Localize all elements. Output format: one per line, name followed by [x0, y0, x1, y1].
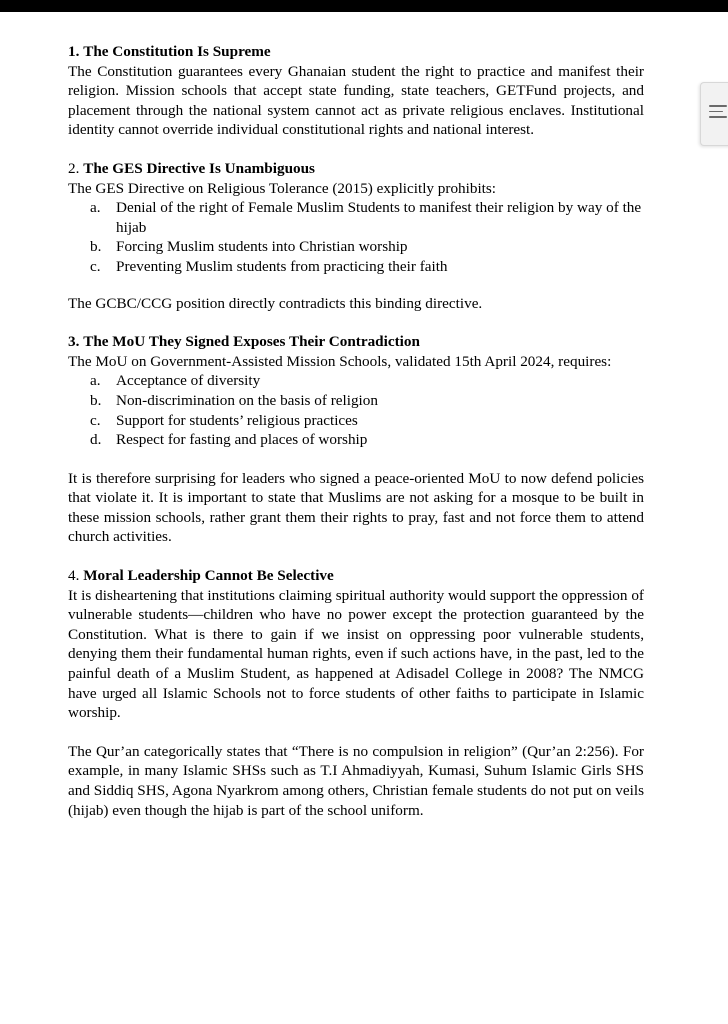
- section-3-heading: [68, 332, 644, 352]
- list-item-text: Preventing Muslim students from practicing their faith: [116, 257, 448, 275]
- list-item-marker: b.: [90, 238, 102, 256]
- list-item-marker: c.: [90, 257, 101, 275]
- list-item-marker: b.: [90, 391, 102, 409]
- list-item-marker: a.: [90, 372, 101, 390]
- list-item-text: Support for students’ religious practices: [116, 411, 358, 429]
- list-item-text: Acceptance of diversity: [116, 372, 261, 390]
- spacer: [68, 723, 644, 742]
- section-4-number: 4.: [68, 567, 80, 585]
- list-item: [68, 430, 644, 450]
- section-3-paragraph-1: The MoU on Government-Assisted Mission Schools, validated 15th April 2024, requires:: [68, 352, 612, 370]
- spacer: [68, 313, 644, 332]
- list-item: [68, 391, 644, 411]
- list-item-text: Non-discrimination on the basis of religion: [116, 391, 378, 409]
- side-menu-widget[interactable]: [700, 82, 728, 146]
- section-1-paragraph-1: The Constitution guarantees every Ghanaian student the right to practice and manifest their religion. Mission schools that accept state funding, state teachers, GETFund projects, and placement through the national system cannot act as private religious enclaves. Institutional identity cannot override individual constitutional rights and national interest.: [68, 62, 644, 139]
- section-3-after-paragraph-1: It is therefore surprising for leaders who signed a peace-oriented MoU to now defend policies that violate it. It is important to state that Muslims are not asking for a mosque to be built in these mission schools, rather grant them their rights to pray, fast and not force them to attend church activities.: [68, 469, 644, 546]
- list-item-marker: a.: [90, 199, 101, 217]
- list-item: [68, 411, 644, 431]
- list-item: [68, 257, 644, 277]
- section-2-list: [68, 198, 644, 276]
- list-item-text: Respect for fasting and places of worship: [116, 431, 368, 449]
- document-body: [68, 42, 644, 820]
- section-2-paragraph-1: The GES Directive on Religious Tolerance (2015) explicitly prohibits:: [68, 179, 497, 197]
- section-4-heading: [68, 566, 644, 586]
- section-2-number: 2.: [68, 159, 80, 177]
- section-2-heading: [68, 159, 644, 179]
- top-black-bar: [0, 0, 728, 12]
- list-item-marker: c.: [90, 411, 101, 429]
- section-3-list: [68, 371, 644, 449]
- menu-bars-icon[interactable]: [709, 105, 727, 122]
- list-item: [68, 198, 644, 237]
- section-4-paragraph-2: The Qur’an categorically states that “There is no compulsion in religion” (Qur’an 2:256). For example, in many Islamic SHSs such as T.I Ahmadiyyah, Kumasi, Suhum Islamic Girls SHS and Siddiq SHS, Agona Nyarkrom among others, Christian female students do not put on veils (hijab) even though the hijab is part of the school uniform.: [68, 742, 644, 819]
- list-item: [68, 237, 644, 257]
- spacer: [68, 450, 644, 469]
- list-item-text: Forcing Muslim students into Christian worship: [116, 238, 408, 256]
- section-4: [68, 566, 644, 820]
- section-2: [68, 159, 644, 313]
- section-3-number: 3.: [68, 333, 80, 351]
- list-item-marker: d.: [90, 431, 102, 449]
- list-item-text: Denial of the right of Female Muslim Students to manifest their religion by way of the hijab: [116, 199, 642, 236]
- section-4-paragraph-1: It is disheartening that institutions claiming spiritual authority would support the oppression of vulnerable students—children who have no power except the protection guaranteed by the Constitution. What is there to gain if we insist on oppressing poor vulnerable students, denying them their fundamental human rights, even if such actions have, in the past, led to the painful death of a Muslim Student, as happened at Adisadel College in 2008? The NMCG have urged all Islamic Schools not to force students of other faiths to participate in Islamic worship.: [68, 586, 644, 722]
- section-2-heading-text: The GES Directive Is Unambiguous: [83, 159, 315, 177]
- section-3: [68, 332, 644, 547]
- section-1-number: 1.: [68, 43, 80, 60]
- section-2-after-paragraph-1: The GCBC/CCG position directly contradicts this binding directive.: [68, 294, 483, 312]
- section-3-heading-text: The MoU They Signed Exposes Their Contradiction: [83, 333, 420, 351]
- section-1: [68, 42, 644, 140]
- spacer: [68, 140, 644, 159]
- section-1-heading-text: The Constitution Is Supreme: [83, 43, 271, 60]
- section-4-heading-text: Moral Leadership Cannot Be Selective: [83, 567, 334, 585]
- spacer: [68, 277, 644, 294]
- list-item: [68, 371, 644, 391]
- document-page: [0, 12, 728, 1024]
- spacer: [68, 547, 644, 566]
- section-1-heading: [68, 42, 644, 62]
